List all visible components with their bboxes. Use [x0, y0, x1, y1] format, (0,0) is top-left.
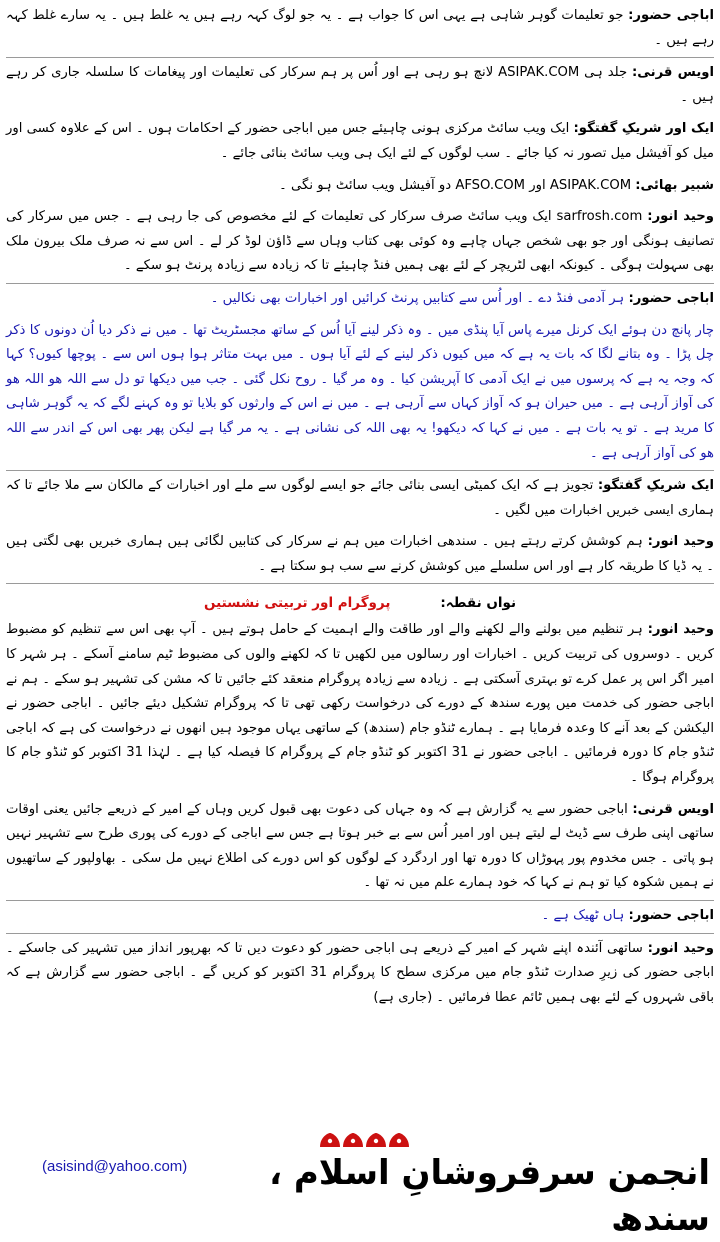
paragraph-3 [6, 117, 714, 166]
paragraph-9 [6, 530, 714, 579]
contact-email[interactable]: (asisind@yahoo.com) [42, 1158, 188, 1175]
divider [6, 900, 714, 901]
paragraph-text: چار پانچ دن ہوئے ایک کرنل میرے پاس آیا پنڈی میں ۔ وہ ذکر لینے آیا اُس کے ساتھ مجسٹریٹ تھا ۔ میں نے ذکر دیا اُن دونوں کا ذکر چل پڑا ۔ وہ بتانے لگا کہ بات یہ ہے کہ میں کیوں ذکر لینے کے لئے آیا ہوں ۔ میں بہت متاثر ہوا ہوں اس سے ۔ پوچھا کیوں؟ کہا کہ وجہ یہ ہے کہ پرسوں میں نے ایک آدمی کا آپریشن کیا ۔ وہ مر گیا ۔ روح نکل گئی ۔ جب میں دیکھا تو دل سے اللہ ھو اللہ ھو کی آواز آرہی ہے ۔ میں حیران ہو کہ آواز کہاں سے آرہی ہے ۔ میں نے اس کے وارثوں کو بلایا تو وہ کہنے لگے کہ یہ گوہر شاہی کا مرید ہے ۔ تو یہ بات ہے ۔ میں نے کہا کہ دیکھو! یہ بھی اللہ کی نشانی ہے ۔ یہ مر گیا ہے لیکن پھر بھی اس کے اندر سے اللہ ھو کی آواز آرہی ہے ۔ [6, 322, 714, 461]
divider [6, 57, 714, 58]
paragraph-text: ہر تنظیم میں بولنے والے لکھنے والے اور طاقت والے اہمیت کے حامل ہوتے ہیں ۔ آپ بھی اس سے تنظیم کو مضبوط کریں ۔ دوسروں کی تربیت کریں ۔ اخبارات اور رسالوں میں لکھیں تا کہ لکھنے والوں کی مضبوط ٹیم سامنے آسکے ۔ ہر شہر کا امیر اگر اس پر عمل کرے تو بہتری آسکتی ہے ۔ زیادہ سے زیادہ پروگرام منعقد کئے جائیں تا کہ مشن کی تشہیر ہو سکے ۔ ہم نے اباجی حضور کی خدمت میں پورے سندھ کے دورے کی درخواست رکھی تھی تا کہ پروگرام تشکیل دیئے جائیں ۔ اباجی حضور نے الیکشن کے بعد آنے کا وعدہ فرمایا ہے ۔ ہمارے ٹنڈو جام (سندھ) کے ساتھی یہاں موجود ہیں انھوں نے درخواست کی ہے کہ اباجی ٹنڈو جام کا دورہ فرمائیں ۔ اباجی حضور نے 31 اکتوبر کو ٹنڈو جام کے پروگرام کا فیصلہ کیا ہے ۔ لہٰذا 31 اکتوبر کو ٹنڈو جام کا پروگرام ہوگا ۔ [6, 622, 714, 786]
paragraph-text: ASIPAK.COM اور AFSO.COM دو آفیشل ویب سائٹ ہو نگی ۔ [279, 177, 632, 193]
paragraph-text: اباجی حضور سے یہ گزارش ہے کہ وہ جہاں کی دعوت بھی قبول کریں وہاں کے امیر کے ذریعے جائیں یعنی اوقات ساتھی اپنی طرف سے ڈیٹ لے لیتے ہیں اور امیر اُس سے بے خبر ہوتا ہے جس سے اباجی کے دورے کی پوری طرح سے تشہیر نہیں ہو پاتی ۔ جس مخدوم پور پہوڑاں کا دورہ تھا اور اردگرد کے لوگوں کو اس دورے کی اطلاع نہیں مل سکی ۔ بھاولپور کے ساتھیوں نے ہمیں شکوہ کیا تو ہم نے کہا کہ خود ہمارے علم میں نہ تھا ۔ [6, 801, 714, 891]
section-title: پروگرام اور تربیتی نشستیں [203, 595, 391, 612]
paragraph-1 [6, 4, 714, 53]
speaker-name: ایک اور شریکِ گفتگو: [573, 121, 714, 137]
speaker-name: اویس قرنی: [632, 65, 714, 81]
document-body [6, 4, 714, 1010]
paragraph-text: ساتھی آئندہ اپنے شہر کے امیر کے ذریعے ہی اباجی حضور کو دعوت دیں تا کہ بھرپور انداز میں تشہیر کی جاسکے ۔ اباجی حضور کی زیرِ صدارت ٹنڈو جام میں مرکزی سطح کا پروگرام 31 اکتوبر کو کریں گے ۔ اباجی حضور سے گزارش ہے کہ باقی شہروں کے لئے بھی ہمیں ٹائم عطا فرمائیں ۔ (جاری ہے) [6, 940, 714, 1005]
organization-name: انجمن سرفروشانِ اسلام ، سندھ [269, 1153, 710, 1239]
divider [6, 933, 714, 934]
divider [6, 583, 714, 584]
speaker-name: اباجی حضور: [628, 290, 714, 306]
paragraph-text: تجویز ہے کہ ایک کمیٹی ایسی بنائی جائے جو ایسے لوگوں سے ملے اور اخبارات کے مالکان سے ملا جائے تا کہ ہماری ایسی خبریں اخبارات میں لگیں ۔ [6, 478, 714, 518]
paragraph-text: sarfrosh.com ایک ویب سائٹ صرف سرکار کی تعلیمات کے لئے مخصوص کی جا رہی ہے ۔ جس میں سرکار کی تصانیف ہونگی اور جو بھی شخص جہاں چاہے وہ کوئی بھی کتاب وہاں سے ڈاؤن لوڈ کر لے ۔ اس سے نہ صرف ملک بیرون ملک بھی سہولت ہوگی ۔ کیونکہ ابھی لٹریچر کے لئے بھی ہمیں فنڈ چاہیئے تا کہ زیادہ سے زیادہ پرنٹ ہو سکے ۔ [6, 209, 714, 274]
speaker-name: اویس قرنی: [632, 801, 715, 817]
speaker-name: وحید انور: [647, 622, 714, 638]
section-label: نواں نقطہ: [440, 595, 517, 612]
paragraph-text: ہم کوشش کرتے رہتے ہیں ۔ سندھی اخبارات میں ہم نے سرکار کی کتابیں لگائی ہیں ہماری خبریں بھی لگتی ہیں ۔ یہ ڈیا کا طریقہ کار ہے اور اس سلسلے میں کوشش کرنے سے سب ہو سکتا ہے ۔ [6, 534, 714, 574]
speaker-name: ایک شریکِ گفتگو: [597, 478, 714, 494]
paragraph-7 [6, 319, 714, 467]
paragraph-text: ایک ویب سائٹ مرکزی ہونی چاہیئے جس میں اباجی حضور کے احکامات ہوں ۔ اس کے علاوہ کسی اور میل کو آفیشل میل تصور نہ کیا جائے ۔ سب لوگوں کے لئے ایک ہی ویب سائٹ بنائی جائے ۔ [6, 121, 714, 161]
decorative-ornament-icon [318, 1131, 410, 1149]
speaker-name: اباجی حضور: [628, 908, 714, 923]
paragraph-2 [6, 61, 714, 110]
speaker-name: وحید انور: [647, 534, 714, 550]
paragraph-text: ہر آدمی فنڈ دے ۔ اور اُس سے کتابیں پرنٹ کرائیں اور اخبارات بھی نکالیں ۔ [210, 290, 625, 306]
paragraph-12 [6, 904, 714, 929]
paragraph-10 [6, 618, 714, 790]
divider [6, 470, 714, 471]
paragraph-text: ہاں ٹھیک ہے ۔ [541, 908, 625, 923]
speaker-name: وحید انور: [647, 209, 714, 225]
section-heading [6, 592, 714, 614]
paragraph-11 [6, 798, 714, 896]
paragraph-6 [6, 287, 714, 312]
paragraph-8 [6, 474, 714, 523]
paragraph-text: جلد ہی ASIPAK.COM لانچ ہو رہی ہے اور اُس پر ہم سرکار کی تعلیمات اور پیغامات کا سلسلہ جاری کر رہے ہیں ۔ [6, 65, 714, 105]
paragraph-text: جو تعلیمات گوہر شاہی ہے یہی اس کا جواب ہے ۔ یہ جو لوگ کہہ رہے ہیں یہ غلط ہیں ۔ یہ سارے غلط کہہ رہے ہیں ۔ [6, 8, 714, 48]
paragraph-13 [6, 937, 714, 1011]
paragraph-4 [6, 174, 714, 199]
divider [6, 283, 714, 284]
speaker-name: اباجی حضور: [628, 8, 715, 23]
speaker-name: شبیر بھائی: [635, 177, 714, 193]
paragraph-5 [6, 205, 714, 279]
speaker-name: وحید انور: [647, 940, 714, 956]
